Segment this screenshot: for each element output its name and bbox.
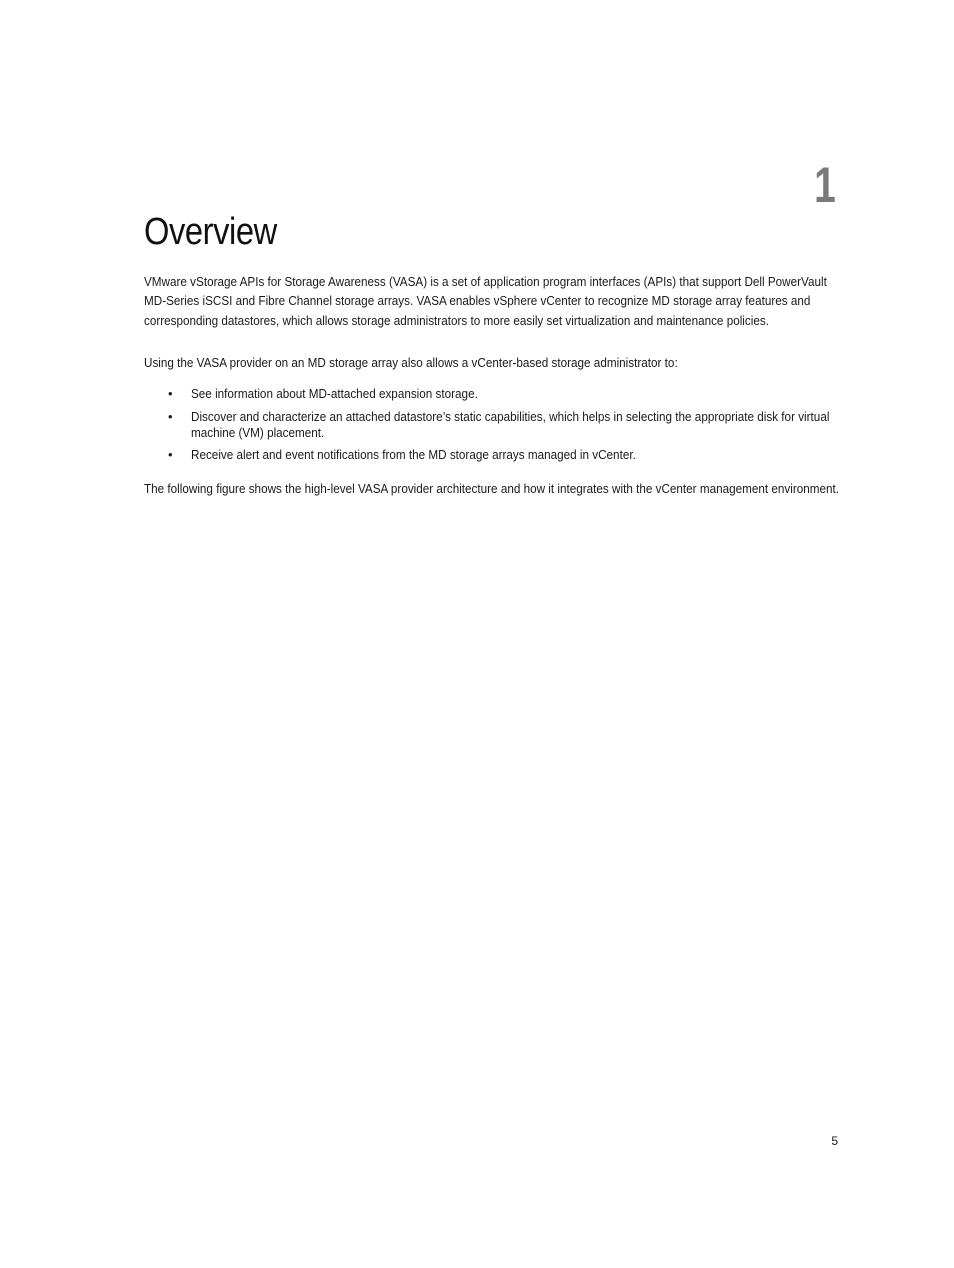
list-item <box>144 409 844 441</box>
figure-intro-paragraph <box>144 479 844 498</box>
using-paragraph <box>144 353 844 372</box>
using-paragraph-text: Using the VASA provider on an MD storage array also allows a vCenter-based storage administrator to: <box>144 355 678 370</box>
list-item-text: See information about MD-attached expansion storage. <box>191 386 478 401</box>
list-item-text: Discover and characterize an attached datastore’s static capabilities, which helps in selecting the appropriate disk for virtual machine (VM) placement. <box>191 408 830 440</box>
chapter-number: 1 <box>814 157 836 213</box>
intro-paragraph <box>144 272 844 330</box>
bullet-icon: • <box>168 386 173 401</box>
bullet-icon: • <box>168 408 173 424</box>
list-item <box>144 386 844 402</box>
bullet-icon: • <box>168 447 173 462</box>
list-item-text: Receive alert and event notifications from the MD storage arrays managed in vCenter. <box>191 447 636 462</box>
chapter-title: Overview <box>144 211 277 253</box>
intro-paragraph-text: VMware vStorage APIs for Storage Awareness (VASA) is a set of application program interfaces (APIs) that support Dell PowerVault MD-Series iSCSI and Fibre Channel storage arrays. VASA enables vSphere vCenter to recognize MD storage array features and corresponding datastores, which allows storage administrators to more easily set virtualization and maintenance policies. <box>144 274 827 328</box>
list-item <box>144 447 844 463</box>
capabilities-list <box>144 386 844 470</box>
page-number: 5 <box>831 1134 838 1148</box>
figure-intro-paragraph-text: The following figure shows the high-level VASA provider architecture and how it integrates with the vCenter management environment. <box>144 481 840 496</box>
